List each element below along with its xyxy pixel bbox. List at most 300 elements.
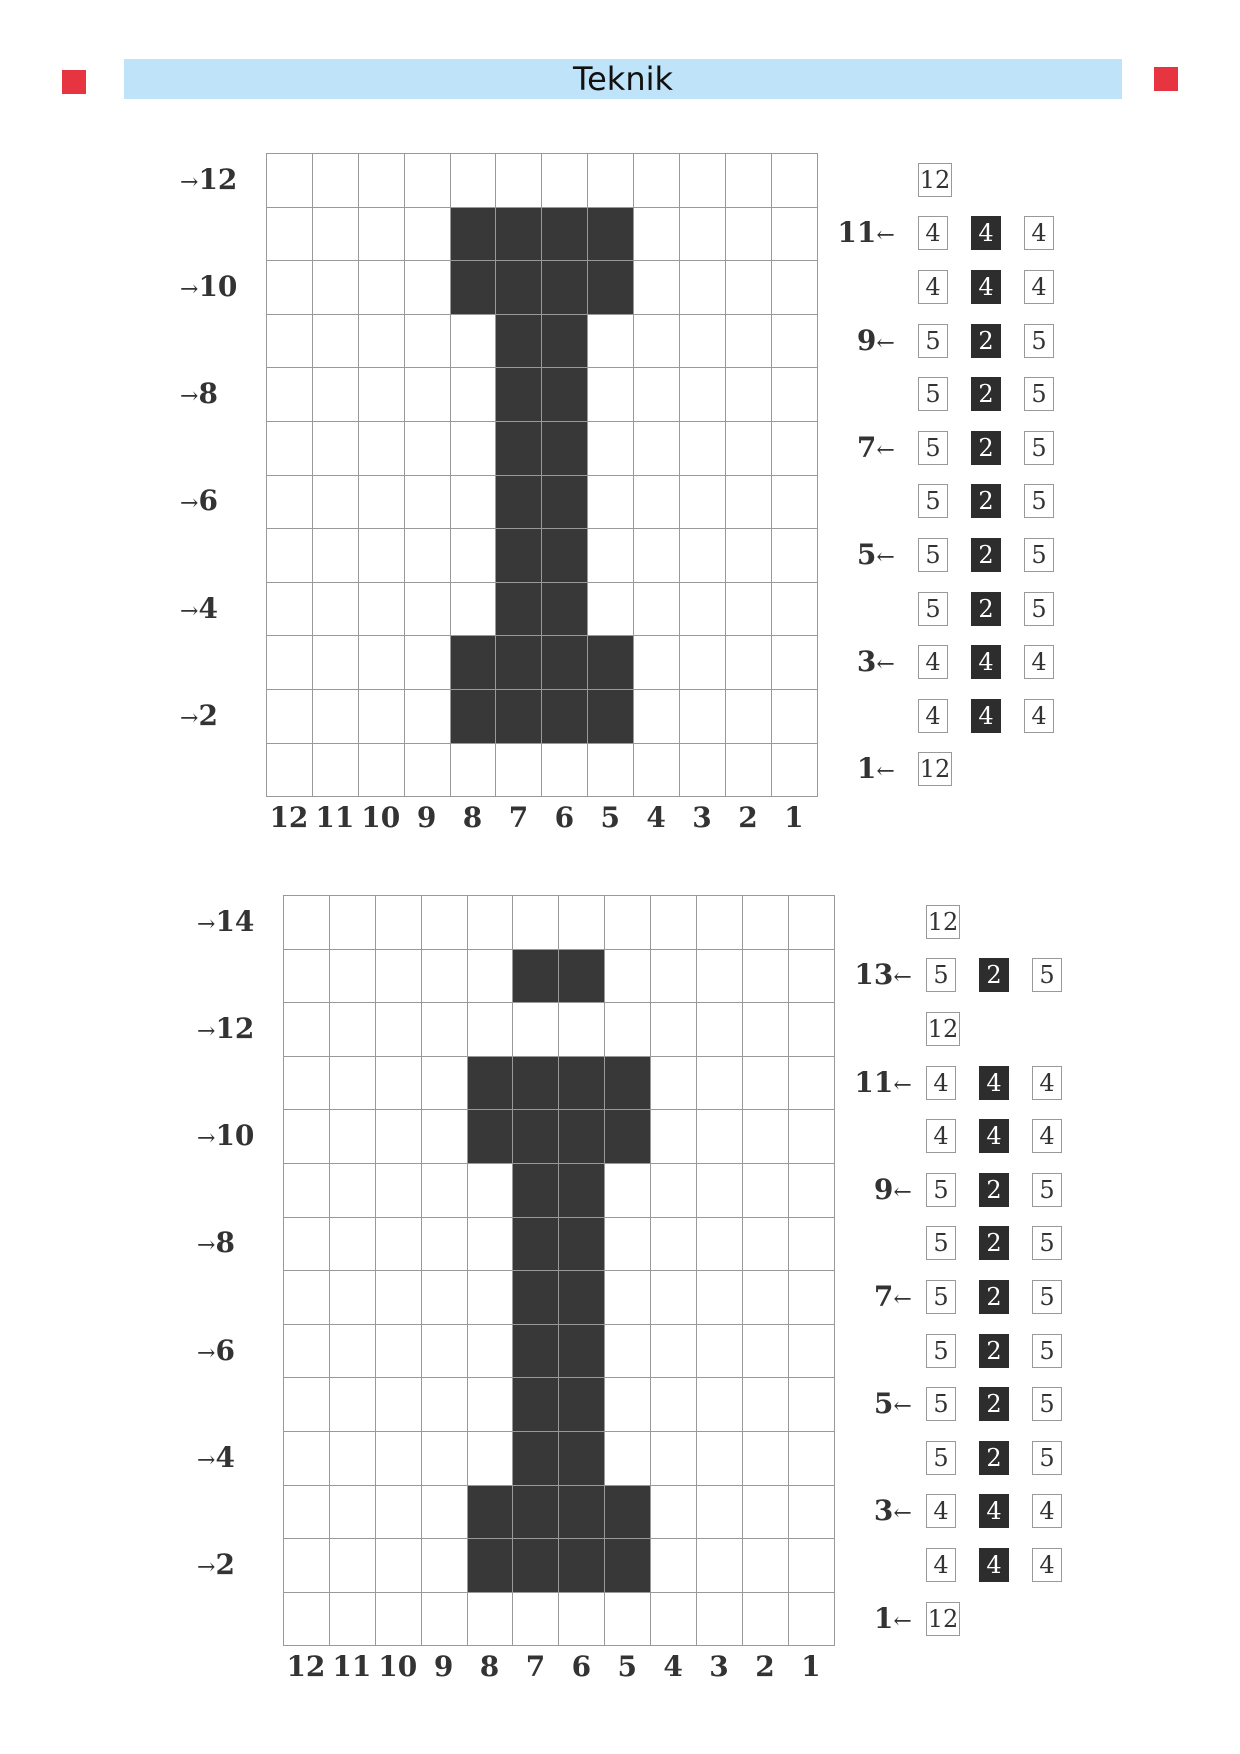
stitch-cell (376, 1164, 422, 1218)
stitch-cell (634, 368, 680, 422)
stitch-cell (772, 476, 818, 530)
row-number: 6 (215, 1333, 235, 1367)
arrow-left-icon: ← (893, 1501, 912, 1527)
arrow-right-icon: → (180, 598, 199, 624)
stitch-cell (376, 1003, 422, 1057)
stitch-cell (697, 1057, 743, 1111)
stitch-cell-filled (496, 315, 542, 369)
arrow-left-icon: ← (876, 652, 895, 678)
stitch-cell (313, 315, 359, 369)
stitch-cell (405, 529, 451, 583)
stitch-cell (559, 1003, 605, 1057)
stitch-count-light: 5 (926, 1280, 956, 1314)
stitch-cell (422, 1432, 468, 1486)
stitch-cell (743, 1432, 789, 1486)
row-number: 3 (873, 1494, 894, 1528)
stitch-cell (588, 154, 634, 208)
arrow-right-icon: → (180, 169, 199, 195)
stitch-cell-filled (451, 636, 497, 690)
stitch-cell (726, 636, 772, 690)
stitch-count-dark: 4 (971, 270, 1001, 304)
row-number: 12 (198, 162, 238, 196)
stitch-cell (651, 1057, 697, 1111)
stitch-cell (651, 1218, 697, 1272)
stitch-cell (634, 261, 680, 315)
stitch-cell-filled (559, 1432, 605, 1486)
arrow-left-icon: ← (893, 1072, 912, 1098)
stitch-cell (468, 1378, 514, 1432)
stitch-cell (376, 1110, 422, 1164)
stitch-cell (588, 476, 634, 530)
stitch-count-dark: 4 (979, 1494, 1009, 1528)
column-label: 12 (269, 801, 309, 835)
corner-square-left (62, 70, 86, 94)
row-label-left (180, 270, 238, 303)
stitch-cell (772, 636, 818, 690)
stitch-count-light: 12 (926, 1602, 960, 1636)
stitch-count-dark: 2 (979, 1173, 1009, 1207)
stitch-cell (405, 315, 451, 369)
stitch-count-light: 5 (1032, 1334, 1062, 1368)
stitch-count-light: 4 (1032, 1066, 1062, 1100)
row-number: 2 (215, 1548, 235, 1581)
stitch-cell (284, 896, 330, 950)
row-label-left (197, 1012, 255, 1045)
stitch-count-light: 5 (1024, 592, 1054, 626)
stitch-count-light: 4 (918, 699, 948, 733)
stitch-cell (772, 261, 818, 315)
column-label: 8 (462, 801, 483, 835)
stitch-cell (588, 583, 634, 637)
stitch-count-light: 5 (926, 1387, 956, 1421)
stitch-cell (468, 896, 514, 950)
stitch-cell (789, 896, 835, 950)
stitch-cell-filled (559, 950, 605, 1004)
stitch-cell (359, 315, 405, 369)
row-number: 7 (873, 1280, 894, 1313)
row-label-left (197, 904, 255, 938)
stitch-cell (376, 896, 422, 950)
row-label-left (180, 377, 218, 411)
stitch-cell (651, 1378, 697, 1432)
stitch-cell (359, 476, 405, 530)
stitch-cell (376, 1378, 422, 1432)
stitch-cell (605, 896, 651, 950)
stitch-cell (743, 1271, 789, 1325)
arrow-right-icon: → (180, 277, 199, 302)
stitch-cell (359, 154, 405, 208)
row-number: 1 (856, 752, 877, 786)
stitch-cell-filled (559, 1110, 605, 1164)
stitch-count-light: 5 (918, 592, 948, 626)
stitch-cell (405, 690, 451, 744)
stitch-cell (789, 1003, 835, 1057)
stitch-cell (726, 529, 772, 583)
arrow-left-icon: ← (876, 223, 895, 249)
row-number: 10 (215, 1119, 255, 1153)
stitch-cell (330, 1110, 376, 1164)
stitch-cell (772, 583, 818, 637)
column-label: 7 (508, 801, 529, 835)
stitch-cell (772, 744, 818, 798)
stitch-cell (588, 422, 634, 476)
row-label-right (873, 1387, 912, 1421)
stitch-cell-filled (542, 690, 588, 744)
stitch-cell-filled (513, 1432, 559, 1486)
stitch-count-light: 4 (1032, 1494, 1062, 1528)
stitch-count-light: 12 (926, 1012, 960, 1046)
column-label: 7 (525, 1650, 546, 1684)
stitch-cell (267, 529, 313, 583)
stitch-cell (634, 529, 680, 583)
stitch-count-dark: 2 (979, 1334, 1009, 1368)
stitch-cell (789, 1325, 835, 1379)
stitch-cell-filled (496, 583, 542, 637)
stitch-cell (313, 208, 359, 262)
column-label: 6 (554, 801, 575, 835)
stitch-cell-filled (542, 476, 588, 530)
stitch-cell (605, 1325, 651, 1379)
stitch-cell (697, 896, 743, 950)
stitch-cell (634, 636, 680, 690)
stitch-cell (284, 1271, 330, 1325)
stitch-count-light: 5 (1032, 1280, 1062, 1314)
stitch-cell-filled (542, 636, 588, 690)
stitch-count-dark: 2 (971, 592, 1001, 626)
stitch-cell (284, 1164, 330, 1218)
stitch-count-light: 4 (1032, 1548, 1062, 1582)
arrow-left-icon: ← (893, 1394, 912, 1420)
stitch-cell (605, 1378, 651, 1432)
stitch-cell (468, 1271, 514, 1325)
stitch-cell (451, 476, 497, 530)
stitch-cell (451, 154, 497, 208)
arrow-right-icon: → (197, 1340, 216, 1366)
stitch-cell-filled (496, 208, 542, 262)
stitch-cell (559, 896, 605, 950)
stitch-count-light: 5 (926, 1173, 956, 1207)
stitch-cell (634, 154, 680, 208)
stitch-cell (422, 950, 468, 1004)
stitch-cell-filled (542, 422, 588, 476)
stitch-cell (267, 422, 313, 476)
stitch-cell (284, 1003, 330, 1057)
stitch-count-dark: 4 (971, 216, 1001, 250)
stitch-count-light: 5 (926, 1334, 956, 1368)
column-label: 6 (571, 1650, 592, 1684)
stitch-cell (605, 1164, 651, 1218)
stitch-cell (634, 744, 680, 798)
stitch-count-light: 5 (918, 324, 948, 358)
column-label: 9 (433, 1650, 454, 1684)
stitch-cell (468, 1325, 514, 1379)
stitch-cell (743, 1539, 789, 1593)
page-title: Teknik (124, 59, 1122, 99)
stitch-count-light: 4 (926, 1494, 956, 1528)
row-label-left (197, 1226, 235, 1260)
stitch-cell (422, 1003, 468, 1057)
stitch-cell (359, 744, 405, 798)
stitch-cell (313, 744, 359, 798)
stitch-cell (313, 583, 359, 637)
stitch-cell-filled (559, 1486, 605, 1540)
stitch-cell (376, 950, 422, 1004)
stitch-cell (468, 1432, 514, 1486)
column-label: 3 (709, 1650, 729, 1684)
arrow-right-icon: → (197, 1126, 216, 1152)
row-number: 9 (856, 323, 877, 357)
stitch-cell-filled (496, 422, 542, 476)
arrow-right-icon: → (197, 911, 216, 937)
stitch-cell (789, 1432, 835, 1486)
row-number: 6 (198, 484, 218, 518)
stitch-cell (605, 1271, 651, 1325)
row-number: 2 (198, 698, 218, 732)
stitch-cell-filled (468, 1539, 514, 1593)
stitch-cell (680, 583, 726, 637)
stitch-count-light: 4 (1024, 216, 1054, 250)
stitch-cell (313, 422, 359, 476)
stitch-cell (634, 208, 680, 262)
stitch-cell (634, 690, 680, 744)
stitch-cell (726, 368, 772, 422)
stitch-cell-filled (496, 476, 542, 530)
stitch-cell (743, 1110, 789, 1164)
stitch-cell (743, 1003, 789, 1057)
stitch-cell (680, 261, 726, 315)
stitch-cell (634, 422, 680, 476)
stitch-cell (376, 1325, 422, 1379)
stitch-cell (651, 1164, 697, 1218)
stitch-cell (726, 261, 772, 315)
row-number: 11 (854, 1065, 894, 1099)
stitch-cell-filled (588, 690, 634, 744)
stitch-count-light: 4 (1024, 699, 1054, 733)
stitch-cell (267, 315, 313, 369)
stitch-cell-filled (513, 1057, 559, 1111)
row-number: 12 (215, 1012, 255, 1045)
stitch-cell (588, 368, 634, 422)
stitch-count-dark: 4 (979, 1119, 1009, 1153)
stitch-cell (284, 1057, 330, 1111)
stitch-cell (359, 529, 405, 583)
stitch-cell (772, 368, 818, 422)
stitch-cell (284, 1110, 330, 1164)
stitch-cell (651, 950, 697, 1004)
stitch-count-light: 5 (1024, 431, 1054, 465)
column-label: 10 (361, 801, 401, 835)
stitch-cell-filled (559, 1539, 605, 1593)
row-number: 5 (856, 538, 877, 571)
row-label-left (197, 1440, 235, 1474)
stitch-cell (789, 1057, 835, 1111)
stitch-cell (772, 154, 818, 208)
stitch-cell (726, 583, 772, 637)
stitch-cell (680, 422, 726, 476)
stitch-cell-filled (559, 1271, 605, 1325)
row-number: 8 (198, 377, 218, 411)
stitch-cell (726, 690, 772, 744)
stitch-cell (697, 1271, 743, 1325)
stitch-cell (651, 1486, 697, 1540)
stitch-count-light: 5 (1032, 1173, 1062, 1207)
column-label: 2 (738, 801, 758, 835)
stitch-cell (651, 1432, 697, 1486)
row-label-left (197, 1119, 255, 1153)
stitch-cell (513, 896, 559, 950)
stitch-cell (267, 368, 313, 422)
stitch-cell (405, 368, 451, 422)
stitch-cell (468, 1218, 514, 1272)
stitch-cell (376, 1057, 422, 1111)
stitch-cell (451, 315, 497, 369)
corner-square-right (1154, 67, 1178, 91)
stitch-cell (680, 368, 726, 422)
stitch-cell (313, 261, 359, 315)
stitch-cell (743, 1057, 789, 1111)
stitch-cell-filled (559, 1378, 605, 1432)
stitch-cell (284, 1378, 330, 1432)
row-label-right (837, 216, 895, 250)
stitch-cell (772, 529, 818, 583)
stitch-cell (313, 154, 359, 208)
stitch-cell (284, 950, 330, 1004)
stitch-cell-filled (451, 208, 497, 262)
arrow-right-icon: → (197, 1555, 216, 1580)
stitch-cell-filled (451, 690, 497, 744)
stitch-count-light: 4 (918, 216, 948, 250)
stitch-cell (267, 583, 313, 637)
stitch-cell-filled (542, 529, 588, 583)
stitch-count-dark: 2 (979, 1387, 1009, 1421)
row-number: 13 (854, 958, 894, 992)
arrow-right-icon: → (180, 384, 199, 410)
stitch-cell (376, 1539, 422, 1593)
stitch-cell-filled (605, 1486, 651, 1540)
stitch-cell (359, 690, 405, 744)
stitch-cell (605, 1003, 651, 1057)
stitch-cell (680, 636, 726, 690)
stitch-count-dark: 2 (971, 538, 1001, 572)
stitch-cell (605, 950, 651, 1004)
stitch-count-light: 5 (1032, 1441, 1062, 1475)
stitch-count-dark: 2 (971, 431, 1001, 465)
stitch-cell (651, 1539, 697, 1593)
row-number: 9 (873, 1172, 894, 1206)
stitch-cell (680, 529, 726, 583)
stitch-cell (651, 1003, 697, 1057)
stitch-cell-filled (559, 1164, 605, 1218)
stitch-cell (405, 208, 451, 262)
column-label: 12 (286, 1650, 326, 1684)
stitch-cell (422, 896, 468, 950)
stitch-cell (697, 1110, 743, 1164)
stitch-count-light: 5 (918, 538, 948, 572)
stitch-cell-filled (542, 261, 588, 315)
stitch-cell (405, 583, 451, 637)
column-label: 3 (692, 801, 712, 835)
stitch-count-light: 5 (918, 484, 948, 518)
stitch-cell (422, 1593, 468, 1647)
stitch-cell-filled (588, 208, 634, 262)
stitch-cell (605, 1432, 651, 1486)
stitch-cell (330, 1593, 376, 1647)
stitch-cell (284, 1218, 330, 1272)
column-label: 1 (801, 1650, 821, 1684)
stitch-count-light: 5 (918, 377, 948, 411)
stitch-cell (651, 896, 697, 950)
stitch-cell-filled (468, 1110, 514, 1164)
stitch-cell-filled (513, 1164, 559, 1218)
stitch-count-light: 5 (1024, 484, 1054, 518)
stitch-cell (284, 1539, 330, 1593)
stitch-cell (422, 1486, 468, 1540)
stitch-cell (330, 1432, 376, 1486)
stitch-cell (789, 1218, 835, 1272)
stitch-cell (789, 950, 835, 1004)
stitch-cell (743, 896, 789, 950)
row-label-right (856, 323, 895, 357)
stitch-cell-filled (513, 1486, 559, 1540)
stitch-cell (405, 422, 451, 476)
stitch-cell (726, 422, 772, 476)
row-label-left (180, 484, 218, 518)
arrow-right-icon: → (197, 1019, 216, 1044)
stitch-cell (330, 1325, 376, 1379)
stitch-count-light: 4 (926, 1548, 956, 1582)
stitch-count-light: 5 (1032, 1226, 1062, 1260)
stitch-count-light: 4 (1024, 645, 1054, 679)
stitch-cell (588, 744, 634, 798)
stitch-count-dark: 4 (971, 699, 1001, 733)
stitch-cell (422, 1057, 468, 1111)
row-number: 7 (856, 430, 877, 464)
stitch-cell-filled (513, 1378, 559, 1432)
stitch-cell (697, 1539, 743, 1593)
stitch-cell (284, 1432, 330, 1486)
row-label-left (180, 162, 238, 196)
stitch-cell (330, 1164, 376, 1218)
row-label-right (854, 958, 912, 992)
row-label-right (873, 1172, 912, 1206)
row-number: 4 (215, 1440, 235, 1474)
stitch-cell-filled (451, 261, 497, 315)
stitch-cell (359, 368, 405, 422)
stitch-cell (468, 1164, 514, 1218)
stitch-count-light: 5 (1024, 538, 1054, 572)
stitch-cell (726, 476, 772, 530)
stitch-cell (405, 744, 451, 798)
stitch-count-light: 5 (926, 1441, 956, 1475)
stitch-cell-filled (588, 261, 634, 315)
stitch-count-light: 12 (918, 163, 952, 197)
stitch-cell (284, 1486, 330, 1540)
stitch-cell (405, 261, 451, 315)
stitch-cell (726, 154, 772, 208)
stitch-cell (376, 1218, 422, 1272)
stitch-cell (772, 315, 818, 369)
row-number: 11 (837, 216, 877, 250)
stitch-count-dark: 2 (979, 1441, 1009, 1475)
stitch-count-light: 4 (1032, 1119, 1062, 1153)
stitch-cell (634, 583, 680, 637)
arrow-left-icon: ← (876, 437, 895, 463)
stitch-cell (542, 154, 588, 208)
row-number: 8 (215, 1226, 235, 1260)
arrow-right-icon: → (197, 1233, 216, 1259)
stitch-cell (405, 476, 451, 530)
stitch-cell (359, 208, 405, 262)
